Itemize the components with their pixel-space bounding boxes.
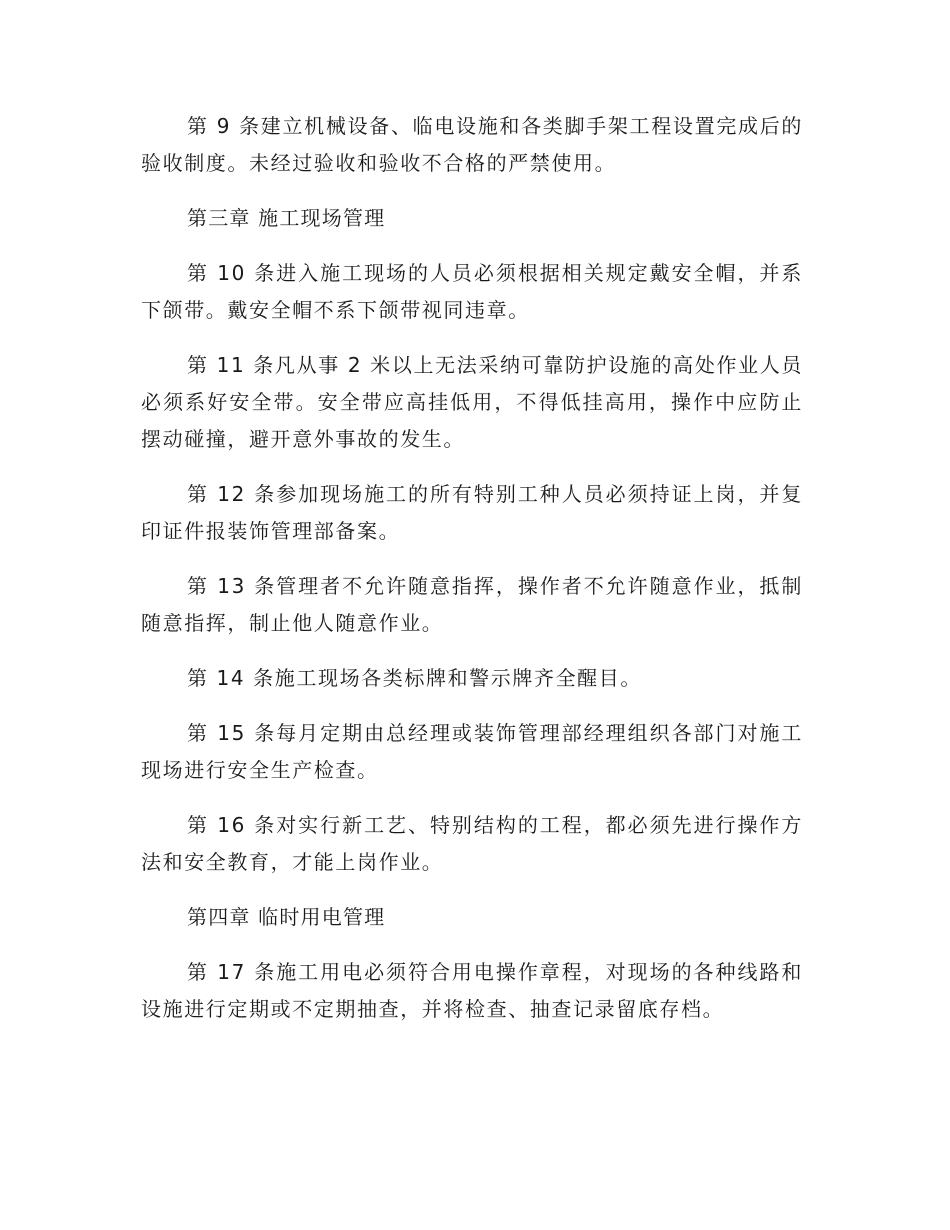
article-10-paragraph: 第 10 条进入施工现场的人员必须根据相关规定戴安全帽，并系下颌带。戴安全帽不系下颌带视同违章。 bbox=[141, 261, 803, 322]
chapter-4-heading: 第四章 临时用电管理 bbox=[187, 905, 386, 929]
article-12-paragraph: 第 12 条参加现场施工的所有特别工种人员必须持证上岗，并复印证件报装饰管理部备案。 bbox=[141, 482, 803, 543]
article-11-paragraph: 第 11 条凡从事 2 米以上无法采纳可靠防护设施的高处作业人员必须系好安全带。安全带应高挂低用，不得低挂高用，操作中应防止摆动碰撞，避开意外事故的发生。 bbox=[141, 353, 803, 451]
article-15-paragraph: 第 15 条每月定期由总经理或装饰管理部经理组织各部门对施工现场进行安全生产检查。 bbox=[141, 721, 803, 782]
document-body bbox=[141, 108, 803, 1046]
chapter-3-heading: 第三章 施工现场管理 bbox=[187, 206, 386, 230]
article-16-paragraph: 第 16 条对实行新工艺、特别结构的工程，都必须先进行操作方法和安全教育，才能上岗作业。 bbox=[141, 813, 803, 874]
article-14-paragraph: 第 14 条施工现场各类标牌和警示牌齐全醒目。 bbox=[187, 666, 642, 690]
article-9-paragraph: 第 9 条建立机械设备、临电设施和各类脚手架工程设置完成后的验收制度。未经过验收和验收不合格的严禁使用。 bbox=[141, 114, 803, 175]
article-17-paragraph: 第 17 条施工用电必须符合用电操作章程，对现场的各种线路和设施进行定期或不定期抽查，并将检查、抽查记录留底存档。 bbox=[141, 960, 803, 1021]
article-13-paragraph: 第 13 条管理者不允许随意指挥，操作者不允许随意作业，抵制随意指挥，制止他人随意作业。 bbox=[141, 574, 803, 635]
